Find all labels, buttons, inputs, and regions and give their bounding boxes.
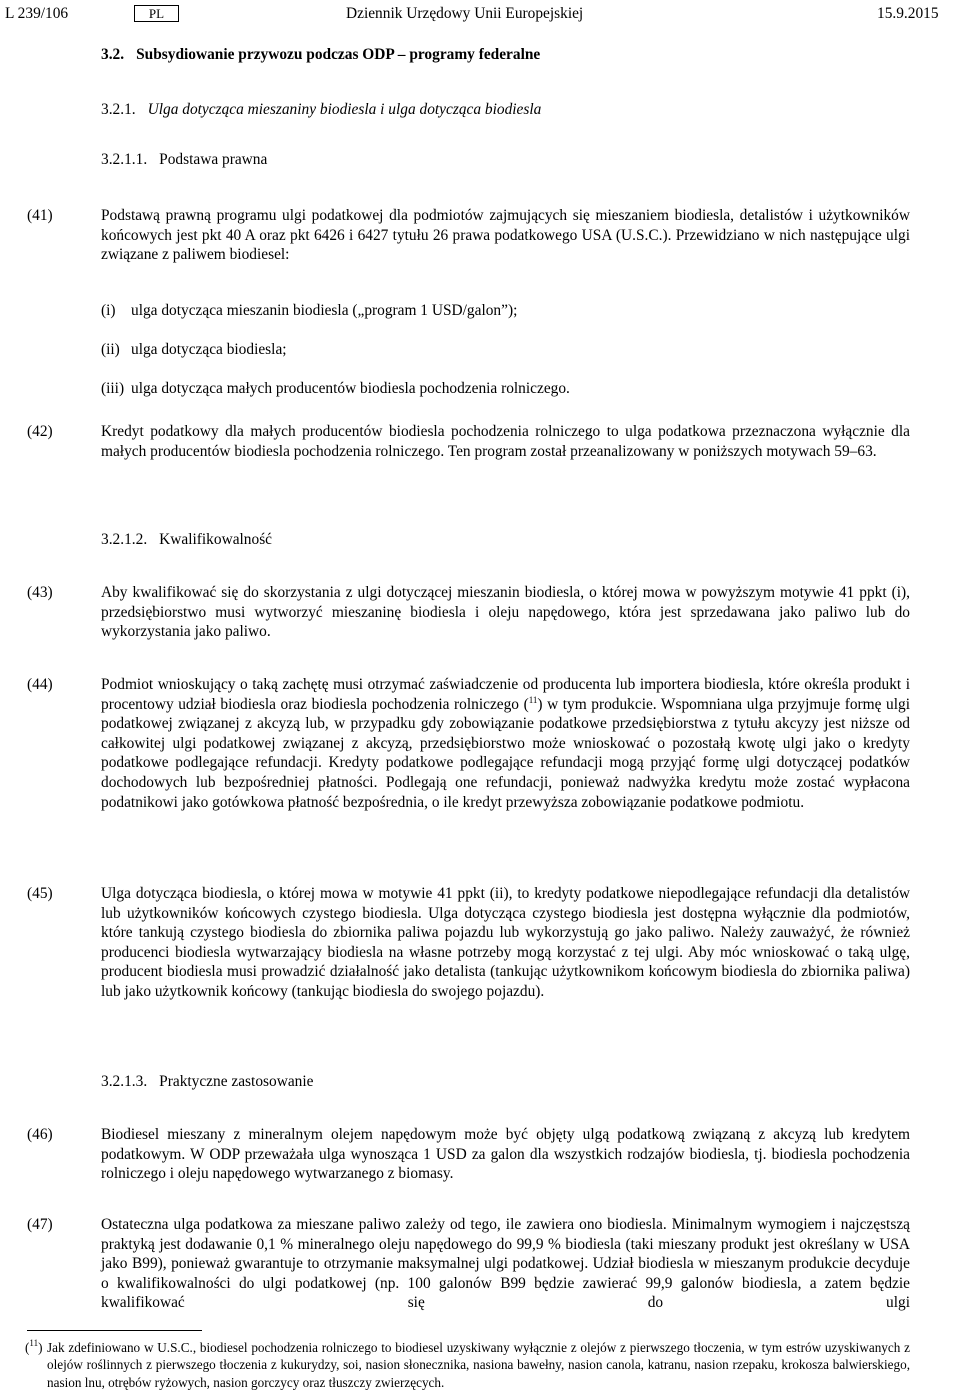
recital-text: Ulga dotycząca biodiesla, o której mowa w motywie 41 ppkt (ii), to kredyty podatkowe niepodlegające refundacji dla detalistów lub użytkowników końcowych czystego biodiesla. Ulga dotycząca czystego biodiesla jest dostępna wyłącznie dla podmiotów, które tankują czystego biodiesla do zbiornika paliwa pojazdu lub wykorzystują go jako paliwo. Należy zauważyć, że również producenci biodiesla wytwarzający biodiesla na własne potrzeby mogą korzystać z tej ulgi. Aby móc wnioskować o taką ulgę, producent biodiesla musi prowadzić działalność jako detalista (tankując użytkownikom końcowym biodiesla do zbiornika paliwa) lub jako użytkownik końcowy (tankując biodiesla do swojego pojazdu). [101,885,910,1000]
list-item-text: ulga dotycząca biodiesla; [131,341,287,358]
recital-number: (44) [27,676,53,693]
section-number: 3.2. [101,46,125,63]
recital-44 [27,675,910,812]
list-item [101,340,287,360]
list-item-number: (ii) [101,341,120,358]
subsection-number: 3.2.1. [101,101,136,118]
recital-number: (43) [27,584,53,601]
recital-text: Biodiesel mieszany z mineralnym olejem napędowym może być objęty ulgą podatkową związaną z akcyzą lub kredytem podatkowym. W ODP przeważała ulga wynosząca 1 USD za galon dla wszystkich rodzajów biodiesla, tj. biodiesla pochodzenia rolniczego i oleju napędowego wytwarzanego z biomasy. [101,1126,910,1183]
recital-41 [27,206,910,265]
footnote [25,1338,910,1391]
recital-number: (41) [27,207,53,224]
section-title: Subsydiowanie przywozu podczas ODP – programy federalne [136,46,541,63]
recital-number: (46) [27,1126,53,1143]
recital-text-part: ) w tym produkcie. Wspomniana ulga przyjmuje formę ulgi podatkowej związanej z akcyzą lub, w przypadku gdy zobowiązanie podatkowe przedsiębiorstwa z tytułu akcyzy jest niższe od całkowitej ulgi podatkowej związanej z akcyzą, przedsiębiorstwo może wnioskować o pozostałą kwotę ulgi jako o kredyty podatkowe podlegające refundacji. Kredyty podatkowe podlegające refundacji mogą przyjąć formę ulgi dotyczącej podatków dochodowych lub bezpośredniej płatności. Podlegają one refundacji, ponieważ nadwyżka kredytu może zostać wypłacona podatnikowi jako gotówkowa płatność bezpośrednia, o ile kredyt przewyższa zobowiązanie podatkowe podmiotu. [101,695,910,811]
subsubsection-number: 3.2.1.2. [101,531,148,548]
list-item-number: (iii) [101,380,125,397]
recital-text: Aby kwalifikować się do skorzystania z ulgi dotyczącej mieszanin biodiesla, o której mowa w powyższym motywie 41 ppkt (i), przedsiębiorstwo musi wytworzyć mieszaninę biodiesla i oleju napędowego, która jest sprzedawana jako paliwo lub do wykorzystania jako paliwo. [101,584,910,641]
list-item [101,301,517,321]
footnote-reference[interactable]: 11 [528,694,538,705]
recital-number: (47) [27,1216,53,1233]
section-heading [101,45,540,65]
list-item-number: (i) [101,302,116,319]
recital-47 [27,1215,910,1313]
journal-title: Dziennik Urzędowy Unii Europejskiej [346,5,584,22]
publication-date: 15.9.2015 [877,5,939,22]
subsection-heading [101,100,541,120]
recital-number: (45) [27,885,53,902]
recital-text: Podstawą prawną programu ulgi podatkowej dla podmiotów zajmujących się mieszaniem biodiesla, detalistów i użytkowników końcowych jest pkt 40 A oraz pkt 6426 i 6427 tytułu 26 prawa podatkowego USA (U.S.C.). Przewidziano w nich następujące ulgi związane z paliwem biodiesel: [101,207,910,264]
subsection-title: Ulga dotycząca mieszaniny biodiesla i ulga dotycząca biodiesla [147,101,542,118]
footnote-mark: ($^{11}$) [25,1338,43,1355]
page-reference: L 239/106 [5,5,69,22]
subsubsection-heading [101,150,267,170]
recital-46 [27,1125,910,1184]
subsubsection-heading [101,1072,313,1092]
recital-text: Kredyt podatkowy dla małych producentów biodiesla pochodzenia rolniczego to ulga podatkowa przeznaczona wyłącznie dla małych producentów biodiesla pochodzenia rolniczego. Ten program został przeanalizowany w poniższych motywach 59–63. [101,423,910,460]
language-badge: PL [134,5,179,22]
footnote-text: Jak zdefiniowano w U.S.C., biodiesel pochodzenia rolniczego to biodiesel uzyskiwany wyłącznie z olejów z pierwszego tłoczenia, w tym estrów uzyskiwanych z olejów roślinnych z pierwszego tłoczenia z kukurydzy, soi, nasion słonecznika, nasiona bawełny, nasion canola, katranu, nasion rzepaku, krokosza balwierskiego, nasion lnu, otrębów ryżowych, nasion gorczycy oraz tłuszczy zwierzęcych. [47,1340,910,1390]
subsubsection-title: Praktyczne zastosowanie [159,1073,314,1090]
recital-45 [27,884,910,1002]
recital-number: (42) [27,423,53,440]
list-item-text: ulga dotycząca małych producentów biodiesla pochodzenia rolniczego. [131,380,570,397]
subsubsection-number: 3.2.1.3. [101,1073,148,1090]
recital-43 [27,583,910,642]
footnote-separator [27,1330,202,1331]
subsubsection-title: Podstawa prawna [159,151,268,168]
list-item-text: ulga dotycząca mieszanin biodiesla („program 1 USD/galon”); [131,302,518,319]
list-item [101,379,570,399]
recital-text [101,675,910,812]
subsubsection-number: 3.2.1.1. [101,151,148,168]
recital-text: Ostateczna ulga podatkowa za mieszane paliwo zależy od tego, ile zawiera ono biodiesla. Minimalnym wymogiem i najczęstszą praktyką jest dodawanie 0,1 % mineralnego oleju napędowego do 99,9 % biodiesla (taki mieszany produkt jest określany w USA jako B99), ponieważ gwarantuje to otrzymanie maksymalnej ulgi podatkowej. Udział biodiesla w mieszanym produkcie decyduje o kwalifikowalności do ulgi podatkowej (np. 100 galonów B99 będzie zawierać 99,9 galonów biodiesla, a zatem będzie kwalifikować się do ulgi [101,1216,910,1312]
subsubsection-title: Kwalifikowalność [159,531,273,548]
subsubsection-heading [101,530,272,550]
recital-42 [27,422,910,461]
recital-text-part: Podmiot wnioskujący o taką zachętę musi otrzymać zaświadczenie od producenta lub importera biodiesla, które określa produkt i procentowy udział biodiesla oraz biodiesla pochodzenia rolniczego ( [101,676,910,713]
